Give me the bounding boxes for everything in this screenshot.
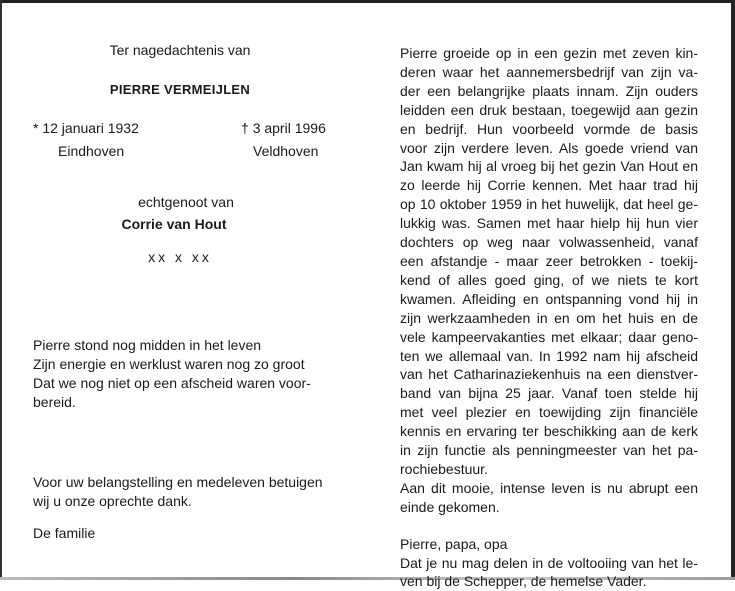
bio-line: een afstandje - maar zeer betrokken - toekij- — [400, 252, 698, 269]
left-panel — [0, 0, 360, 580]
bio-line: kennis en ervaring ter beschikking aan de kerk — [400, 423, 698, 440]
bio-line: met veel plezier en toewijding zijn financiële — [400, 404, 698, 421]
birth-place: Eindhoven — [58, 143, 125, 159]
thanks-text — [33, 473, 343, 511]
intro-text: Ter nagedachtenis van — [109, 42, 251, 58]
bio-line: vele kampeervakanties met elkaar; daar geno- — [400, 328, 698, 345]
bio-line: lukkig was. Samen met haar hielp hij hun vier — [400, 215, 698, 232]
bio-line: kwamen. Afleiding en ontspanning vond hij in — [400, 290, 698, 307]
poem-line: bereid. — [33, 393, 76, 410]
bio-line: op 10 oktober 1959 in het huwelijk, dat heel ge- — [400, 196, 698, 213]
bio-line: leidden een druk bestaan, toegewijd aan gezin — [400, 101, 698, 118]
bio-line: Aan dit mooie, intense leven is nu abrupt een — [400, 479, 698, 496]
death-place: Veldhoven — [253, 143, 319, 159]
thanks-line: Voor uw belangstelling en medeleven betuigen — [33, 474, 323, 490]
bio-line: Pierre groeide op in een gezin met zeven kin- — [400, 45, 698, 61]
bio-line: einde gekomen. — [400, 498, 500, 515]
right-border — [731, 0, 735, 580]
thanks-line: wij u onze oprechte dank. — [33, 492, 192, 509]
bio-line: kend of alles goed ging, of we niets te kort — [400, 271, 698, 288]
bio-line: Jan kwam hij al vroeg bij het gezin Van Hout en — [400, 158, 698, 175]
bio-line: zijn werkzaamheden in en om het huis en de — [400, 309, 698, 326]
closing-prayer — [400, 535, 698, 591]
death-date-text: 3 april 1996 — [252, 120, 326, 136]
poem-line: Zijn energie en werklust waren nog zo groot — [33, 355, 305, 372]
bio-line: deren waar het aannemersbedrijf van zijn va- — [400, 63, 698, 80]
death-date — [241, 120, 326, 136]
prayer-line: Pierre, papa, opa — [400, 535, 508, 552]
birth-date — [33, 120, 139, 136]
poem-line: Pierre stond nog midden in het leven — [33, 337, 262, 353]
bio-line: van het Catharinaziekenhuis na een dienstver- — [400, 366, 698, 383]
birth-date-text: 12 januari 1932 — [42, 120, 139, 136]
poem — [33, 336, 333, 412]
prayer-line: ven bij de Schepper, de hemelse Vader. — [400, 573, 647, 590]
bio-line: ten we allemaal van. In 1992 nam hij afscheid — [400, 347, 698, 364]
paragraph-gap — [400, 517, 698, 535]
bio-line: der een belangrijke plaats innam. Zijn ouders — [400, 82, 698, 99]
ending-paragraph — [400, 479, 698, 517]
signature: De familie — [33, 525, 96, 541]
bio-line: band van bijna 25 jaar. Vanaf toen stelde hij — [400, 385, 698, 402]
bio-line: zo leerde hij Corrie kennen. Met haar trad hij — [400, 177, 698, 194]
biography-paragraph — [400, 44, 698, 479]
prayer-line: Dat je nu mag delen in de voltooiing van het le- — [400, 554, 698, 571]
poem-line: Dat we nog niet op een afscheid waren voor- — [33, 374, 311, 391]
death-symbol: † — [241, 120, 249, 136]
biography — [400, 44, 698, 591]
spouse-intro: echtgenoot van — [138, 194, 234, 210]
deceased-name: PIERRE VERMEIJLEN — [109, 82, 251, 97]
spouse-name: Corrie van Hout — [121, 216, 227, 232]
bio-line: en bedrijf. Hun voorbeeld vormde de basis — [400, 120, 698, 137]
birth-symbol: * — [33, 120, 39, 136]
bio-line: dochters op weg naar volwassenheid, vanaf — [400, 234, 698, 251]
crosses-ornament: xx x xx — [148, 249, 212, 265]
bio-line: in zijn functie als penningmeester van het pa- — [400, 442, 698, 459]
bio-line: voor zijn verdere leven. Als goede vriend van — [400, 139, 698, 156]
bio-line: rochiebestuur. — [400, 460, 488, 477]
